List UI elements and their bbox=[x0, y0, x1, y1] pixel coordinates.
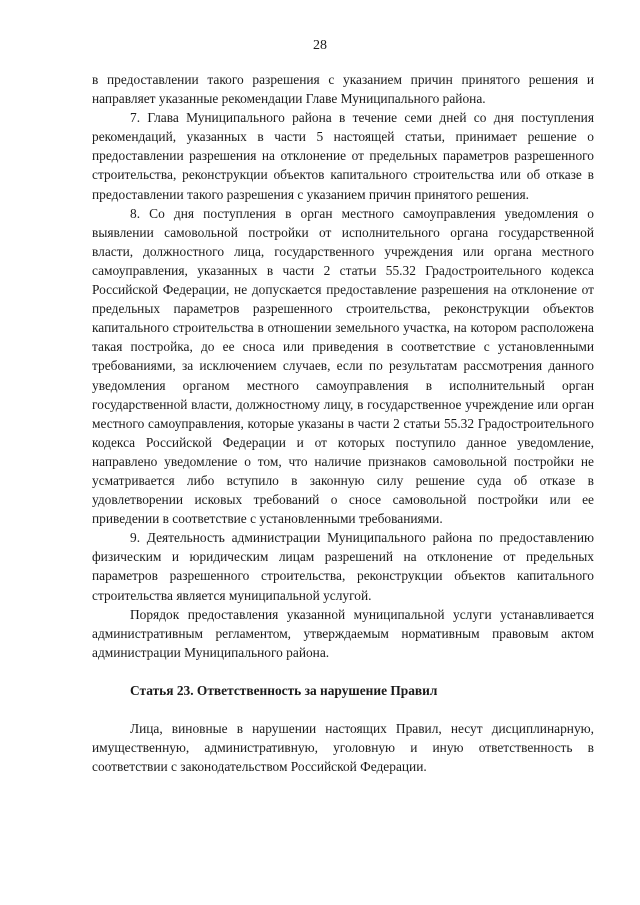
document-body bbox=[92, 70, 594, 776]
paragraph-item-8: 8. Со дня поступления в орган местного самоуправления уведомления о выявлении самовольной постройки от исполнительного органа государственной власти, должностного лица, государственного учреждения или органа местного самоуправления, указанных в части 2 статьи 55.32 Градостроительного кодекса Российской Федерации, не допускается предоставление разрешения на отклонение от предельных параметров разрешенного строительства, реконструкции объектов капитального строительства в отношении земельного участка, на котором расположена такая постройка, до ее сноса или приведения в соответствие с установленными требованиями, за исключением случаев, если по результатам рассмотрения данного уведомления органом местного самоуправления в исполнительный орган государственной власти, должностному лицу, в государственное учреждение или орган местного самоуправления, которые указаны в части 2 статьи 55.32 Градостроительного кодекса Российской Федерации и от которых поступило данное уведомление, направлено уведомление о том, что наличие признаков самовольной постройки не усматривается либо вступило в законную силу решение суда об отказе в удовлетворении исковых требований о сносе самовольной постройки или ее приведении в соответствие с установленными требованиями. bbox=[92, 205, 594, 527]
paragraph-continuation: в предоставлении такого разрешения с указанием причин принятого решения и направляет указанные рекомендации Главе Муниципального района. bbox=[92, 72, 594, 107]
article-paragraph: Лица, виновные в нарушении настоящих Правил, несут дисциплинарную, имущественную, административную, уголовную и иную ответственность в соответствии с законодательством Российской Федерации. bbox=[92, 721, 594, 775]
paragraph-item-9: 9. Деятельность администрации Муниципального района по предоставлению физическим и юридическим лицам разрешений на отклонение от предельных параметров разрешенного строительства, реконструкции объектов капитального строительства является муниципальной услугой. bbox=[92, 530, 594, 603]
paragraph-procedure: Порядок предоставления указанной муниципальной услуги устанавливается административным регламентом, утверждаемым нормативным правовым актом администрации Муниципального района. bbox=[92, 606, 594, 660]
paragraph-item-7: 7. Глава Муниципального района в течение семи дней со дня поступления рекомендаций, указанных в части 5 настоящей статьи, принимает решение о предоставлении разрешения на отклонение от предельных параметров разрешенного строительства, реконструкции объектов капитального строительства или об отказе в предоставлении такого разрешения с указанием причин принятого решения. bbox=[92, 110, 594, 202]
article-heading: Статья 23. Ответственность за нарушение Правил bbox=[130, 682, 438, 698]
page-number: 28 bbox=[313, 38, 327, 53]
